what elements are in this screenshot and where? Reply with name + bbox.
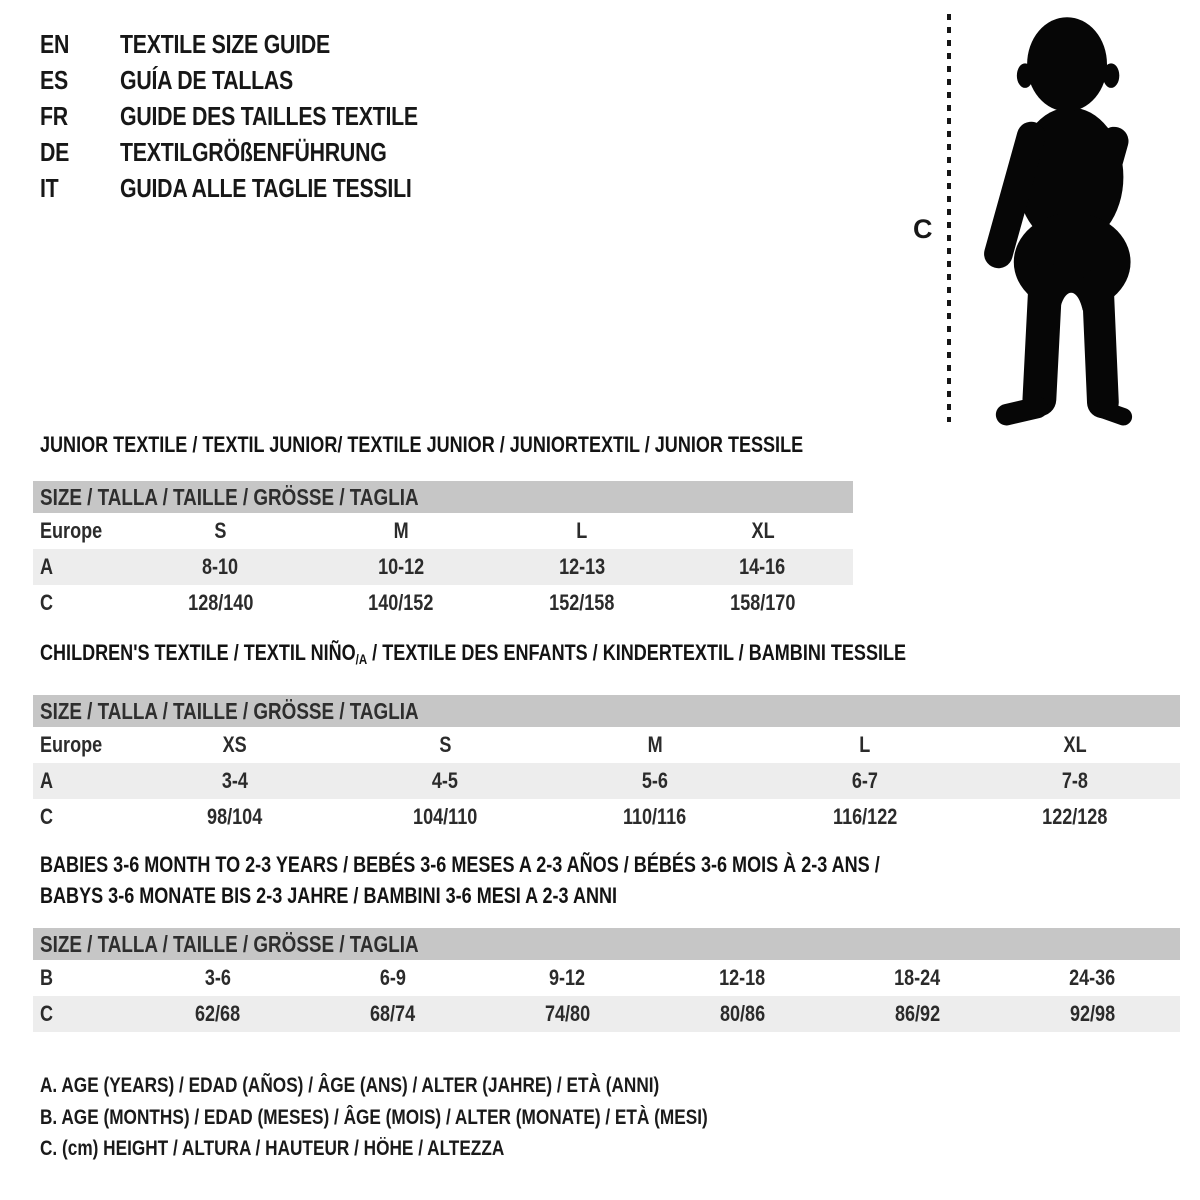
nino-a-subscript: /A bbox=[355, 651, 368, 667]
language-row-it bbox=[40, 170, 483, 206]
size-header-band: SIZE / TALLA / TAILLE / GRÖSSE / TAGLIA bbox=[33, 695, 1180, 727]
language-code: IT bbox=[40, 172, 59, 203]
language-title-list bbox=[40, 26, 483, 206]
junior-section-title: JUNIOR TEXTILE / TEXTIL JUNIOR/ TEXTILE JUNIOR / JUNIORTEXTIL / JUNIOR TESSILE bbox=[40, 432, 804, 457]
guide-title-en: TEXTILE SIZE GUIDE bbox=[120, 28, 330, 59]
junior-textile-section bbox=[33, 433, 853, 621]
row-label: C bbox=[40, 590, 54, 615]
babies-size-table bbox=[33, 928, 1180, 1032]
table-row-europe: Europe S M L XL bbox=[33, 513, 853, 549]
table-row-height: C 62/68 68/74 74/80 80/86 86/92 92/98 bbox=[33, 996, 1180, 1032]
row-label: A bbox=[40, 768, 54, 793]
language-row-es bbox=[40, 62, 483, 98]
legend-line-a: A. AGE (YEARS) / EDAD (AÑOS) / ÂGE (ANS) / ALTER (JAHRE) / ETÀ (ANNI) bbox=[40, 1074, 660, 1097]
row-label: Europe bbox=[40, 518, 103, 543]
table-row-europe: Europe XS S M L XL bbox=[33, 727, 1180, 763]
row-label: C bbox=[40, 1001, 54, 1026]
height-dashed-line bbox=[947, 14, 951, 422]
table-row-height: C 128/140 140/152 152/158 158/170 bbox=[33, 585, 853, 621]
legend-line-b: B. AGE (MONTHS) / EDAD (MESES) / ÂGE (MOIS) / ALTER (MONATE) / ETÀ (MESI) bbox=[40, 1105, 708, 1129]
height-measure-figure bbox=[903, 8, 1173, 436]
row-label: B bbox=[40, 965, 54, 990]
table-row-months: B 3-6 6-9 9-12 12-18 18-24 24-36 bbox=[33, 960, 1180, 996]
table-row-height: C 98/104 104/110 110/116 116/122 122/128 bbox=[33, 799, 1180, 835]
children-textile-section bbox=[33, 641, 1180, 835]
language-code: EN bbox=[40, 28, 70, 59]
size-header-band: SIZE / TALLA / TAILLE / GRÖSSE / TAGLIA bbox=[33, 481, 853, 513]
size-header-band: SIZE / TALLA / TAILLE / GRÖSSE / TAGLIA bbox=[33, 928, 1180, 960]
legend-line-c: C. (cm) HEIGHT / ALTURA / HAUTEUR / HÖHE / ALTEZZA bbox=[40, 1137, 505, 1160]
language-row-fr bbox=[40, 98, 483, 134]
measurement-legend bbox=[40, 1070, 854, 1165]
toddler-silhouette-icon bbox=[967, 8, 1163, 428]
row-label: A bbox=[40, 554, 54, 579]
guide-title-es: GUÍA DE TALLAS bbox=[120, 64, 294, 95]
language-code: DE bbox=[40, 136, 70, 167]
guide-title-fr: GUIDE DES TAILLES TEXTILE bbox=[120, 100, 418, 131]
children-section-title: CHILDREN'S TEXTILE / TEXTIL $NIÑO_{/A}$ / TEXTILE DES ENFANTS / KINDERTEXTIL / BAMBINI TESSILE bbox=[40, 640, 907, 667]
table-row-age: A 8-10 10-12 12-13 14-16 bbox=[33, 549, 853, 585]
language-code: ES bbox=[40, 64, 68, 95]
table-row-age: A 3-4 4-5 5-6 6-7 7-8 bbox=[33, 763, 1180, 799]
children-size-table bbox=[33, 695, 1180, 835]
language-row-de bbox=[40, 134, 483, 170]
height-measure-label: C bbox=[913, 214, 933, 244]
babies-textile-section bbox=[33, 849, 1180, 1032]
guide-title-de: TEXTILGRÖßENFÜHRUNG bbox=[120, 136, 387, 167]
guide-title-it: GUIDA ALLE TAGLIE TESSILI bbox=[120, 172, 412, 203]
row-label: C bbox=[40, 804, 54, 829]
babies-section-title: BABIES 3-6 MONTH TO 2-3 YEARS / BEBÉS 3-6 MESES A 2-3 AÑOS / BÉBÉS 3-6 MOIS À 2-3 ANS / BABYS 3-6 MONATE BIS 2-3 JAHRE / BAMBINI 3-6 MESI A 2-3 ANNI bbox=[40, 852, 880, 908]
junior-size-table bbox=[33, 481, 853, 621]
row-label: Europe bbox=[40, 732, 103, 757]
language-code: FR bbox=[40, 100, 68, 131]
language-row-en bbox=[40, 26, 483, 62]
